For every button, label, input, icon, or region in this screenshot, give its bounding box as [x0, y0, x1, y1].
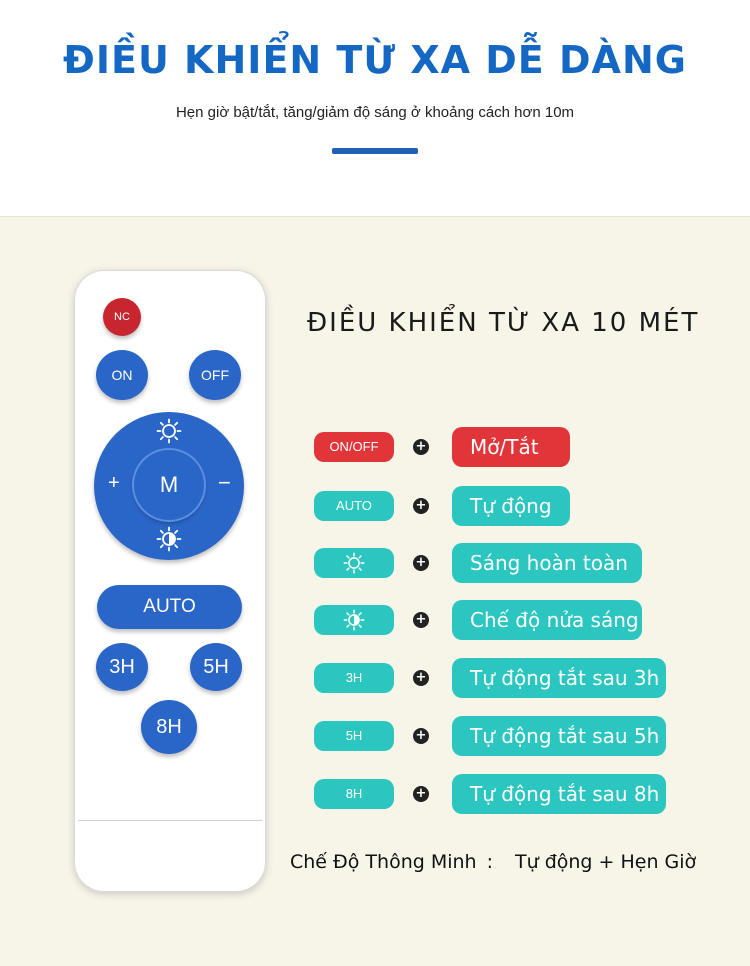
function-label-4: Tự động tắt sau 3h — [452, 658, 666, 698]
auto-button[interactable]: AUTO — [97, 585, 242, 629]
function-key-label: 5H — [345, 728, 363, 743]
page-title: ĐIỀU KHIỂN TỪ XA DỄ DÀNG — [63, 38, 687, 82]
function-key-5 — [314, 721, 394, 751]
sun-full-icon[interactable] — [156, 418, 182, 449]
on-button[interactable]: ON — [96, 350, 148, 400]
function-label-6: Tự động tắt sau 8h — [452, 774, 666, 814]
function-label-0: Mở/Tắt — [452, 427, 570, 467]
sun-half-icon — [343, 609, 365, 642]
title-divider — [332, 148, 418, 154]
function-label-1: Tự động — [452, 486, 570, 526]
function-key-label: 3H — [345, 670, 363, 685]
footer-value: Tự động + Hẹn Giờ — [515, 851, 697, 873]
function-key-1 — [314, 491, 394, 521]
brightness-dpad[interactable] — [94, 412, 244, 560]
plus-icon: + — [413, 555, 429, 571]
footer-label: Chế Độ Thông Minh — [290, 851, 477, 873]
function-key-3 — [314, 605, 394, 635]
timer-8h-button[interactable]: 8H — [141, 700, 197, 754]
plus-icon: + — [413, 612, 429, 628]
function-key-label: ON/OFF — [329, 439, 379, 454]
function-key-0 — [314, 432, 394, 462]
footer-separator: : — [486, 851, 494, 873]
brightness-down-button[interactable]: − — [218, 470, 231, 495]
remote-bottom-seam — [78, 820, 262, 821]
plus-icon: + — [413, 439, 429, 455]
plus-icon: + — [413, 498, 429, 514]
brightness-up-button[interactable]: + — [108, 472, 120, 494]
function-label-2: Sáng hoàn toàn — [452, 543, 642, 583]
plus-icon: + — [413, 670, 429, 686]
function-label-5: Tự động tắt sau 5h — [452, 716, 666, 756]
nc-button[interactable]: NC — [103, 298, 141, 336]
off-button[interactable]: OFF — [189, 350, 241, 400]
function-key-label: 8H — [345, 786, 363, 801]
function-key-4 — [314, 663, 394, 693]
plus-icon: + — [413, 728, 429, 744]
plus-icon: + — [413, 786, 429, 802]
header-section — [0, 0, 750, 216]
function-key-6 — [314, 779, 394, 809]
timer-3h-button[interactable]: 3H — [96, 643, 148, 691]
function-label-3: Chế độ nửa sáng — [452, 600, 642, 640]
footer-note — [290, 851, 740, 873]
function-key-2 — [314, 548, 394, 578]
timer-5h-button[interactable]: 5H — [190, 643, 242, 691]
section-title: ĐIỀU KHIỂN TỪ XA 10 MÉT — [307, 308, 700, 338]
sun-half-icon[interactable] — [156, 526, 182, 557]
sun-full-icon — [343, 552, 365, 585]
function-key-label: AUTO — [336, 498, 372, 513]
page-subtitle: Hẹn giờ bật/tắt, tăng/giảm độ sáng ở khoảng cách hơn 10m — [175, 104, 575, 121]
mode-button[interactable]: M — [134, 450, 204, 520]
